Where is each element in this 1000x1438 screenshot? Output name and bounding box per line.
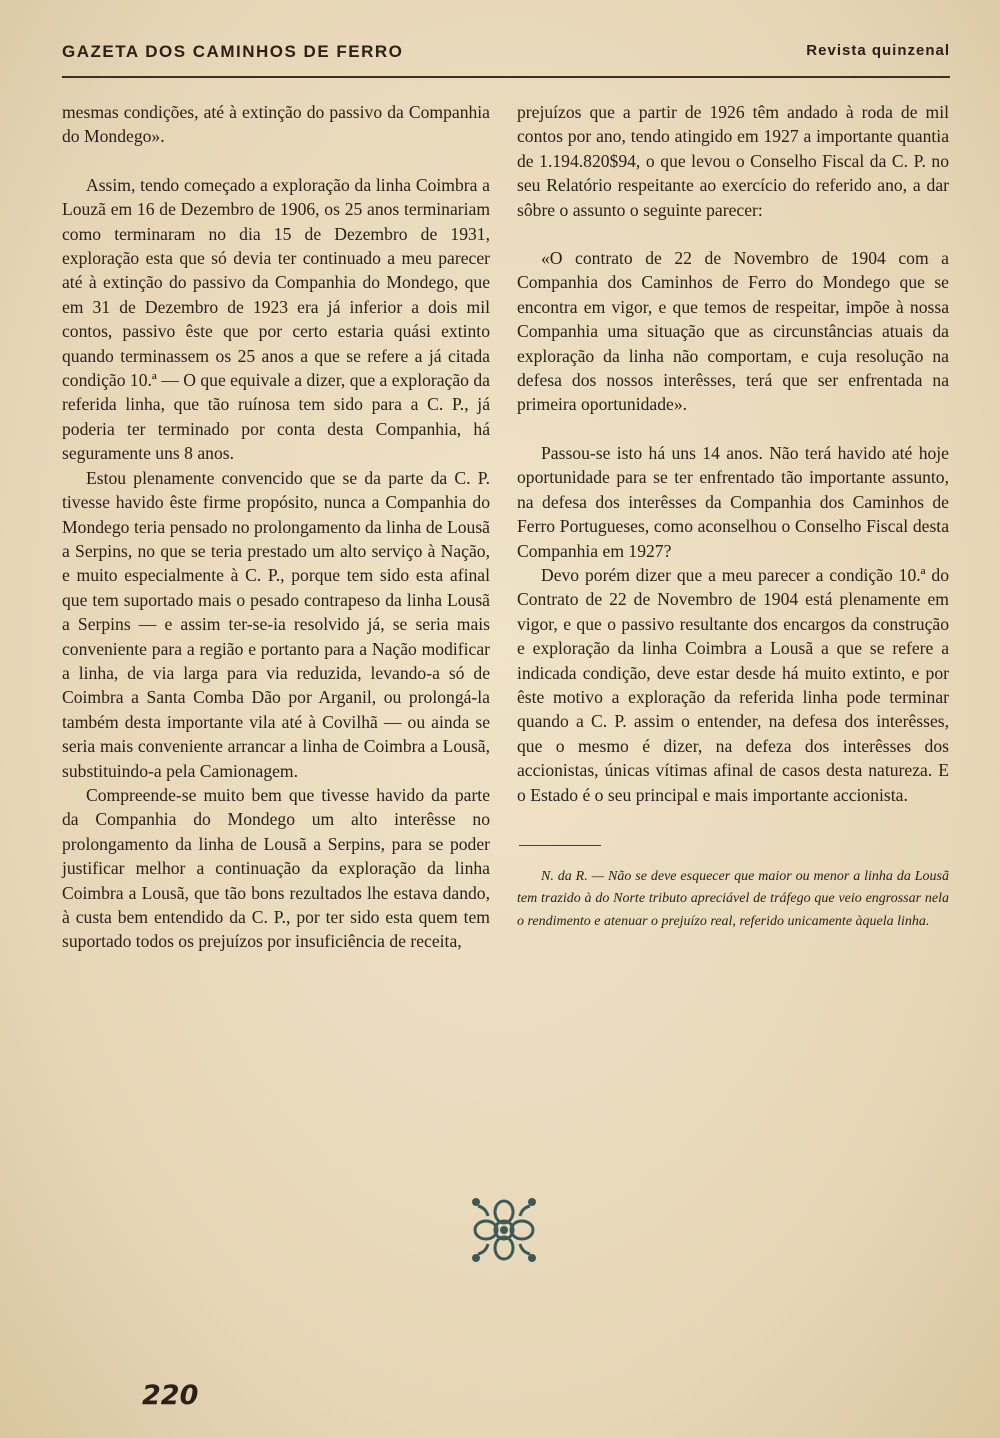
floral-ornament-icon — [466, 1192, 542, 1268]
quoted-paragraph: «O contrato de 22 de Novembro de 1904 com a Companhia dos Caminhos de Ferro do Mondego que se encontra em vigor, e que temos de respeitar, impõe à nossa Companhia uma situação que as circunstâncias atuais da exploração da linha não comportam, e cuja resolução na defesa dos nossos interêsses, terá que ser enfrentada na primeira oportunidade». — [517, 248, 949, 415]
paragraph: Devo porém dizer que a meu parecer a condição 10.ª do Contrato de 22 de Novembro de 1904 está plenamente em vigor, e que o passivo resultante dos encargos da construção e exploração da linha Coimbra a Lousã a que se refere a indicada condição, deve estar desde há muito extinto, e por êste motivo a exploração da referida linha pode terminar quando a C. P. assim o entender, na defesa dos interêsses, que o mesmo é dizer, na defeza dos interêsses dos accionistas, únicas vítimas afinal de casos desta natureza. E o Estado é o seu principal e mais importante accionista. — [517, 564, 949, 805]
left-column — [62, 100, 490, 954]
running-header — [62, 36, 950, 78]
paragraph: Compreende-se muito bem que tivesse havido da parte da Companhia do Mondego um alto interêsse no prolongamento da linha de Lousã a Serpins, para se poder justificar melhor a continuação da exploração da linha Coimbra a Lousã, que tão bons rezultados lhe estava dando, à custa bem entendido da C. P., por ter sido esta quem tem suportado todos os prejuízos por insuficiência de receita, — [62, 784, 490, 952]
paragraph: Passou-se isto há uns 14 anos. Não terá havido até hoje oportunidade para se ter enfrentado tão importante assunto, na defesa dos interêsses da Companhia dos Caminhos de Ferro Portugueses, como aconselhou o Conselho Fiscal desta Companhia em 1927? — [517, 442, 949, 561]
page-number: 220 — [142, 1380, 199, 1411]
paragraph: mesmas condições, até à extinção do passivo da Companhia do Mondego». — [62, 102, 490, 147]
paragraph: Assim, tendo começado a exploração da linha Coimbra a Louzã em 16 de Dezembro de 1906, os 25 anos terminariam como terminaram no dia 15 de Dezembro de 1931, exploração esta que só devia ter continuado a meu parecer até à extinção do passivo da Companhia do Mondego, que em 31 de Dezembro de 1923 era já inferior a dois mil contos, passivo êste que por certo estaria quási extinto quando terminassem os 25 anos a que se refere a já citada condição 10.ª — O que equivale a dizer, que a exploração da referida linha, que tão ruínosa tem sido para a C. P., já poderia ter terminado por conta desta Companhia, há seguramente uns 8 anos. — [62, 174, 490, 464]
journal-title: GAZETA DOS CAMINHOS DE FERRO — [62, 42, 404, 61]
journal-subtitle: Revista quinzenal — [806, 42, 950, 59]
right-column — [517, 100, 949, 933]
paragraph: prejuízos que a partir de 1926 têm andado à roda de mil contos por ano, tendo atingido em 1927 a importante quantia de 1.194.820$94, o que levou o Conselho Fiscal da C. P. no seu Relatório respeitante ao exercício do referido ano, a dar sôbre o assunto o seguinte parecer: — [517, 102, 949, 220]
footnote-divider — [519, 845, 601, 846]
paragraph: Estou plenamente convencido que se da parte da C. P. tivesse havido êste firme propósito, nunca a Companhia do Mondego teria pensado no prolongamento da linha de Lousã a Serpins, no que se teria prestado um alto serviço à Nação, e muito especialmente à C. P., porque tem sido esta afinal que tem suportado mais o pesado contrapeso da linha Lousã a Serpins — e assim ter-se-ia resolvido já, se seria mais conveniente para a região e portanto para a Nação modificar a linha, de via larga para via reduzida, levando-a só de Coimbra a Santa Comba Dão por Arganil, ou prolongá-la também desta importante vila até à Covilhã — ou ainda se seria mais conveniente arrancar a linha de Coimbra a Lousã, substituindo-a pela Camionagem. — [62, 467, 490, 781]
editor-note: N. da R. — Não se deve esquecer que maior ou menor a linha da Lousã tem trazido à do Norte tributo apreciável de tráfego que veio engrossar nela o rendimento e atenuar o prejuízo real, referido unicamente àquela linha. — [517, 868, 949, 929]
